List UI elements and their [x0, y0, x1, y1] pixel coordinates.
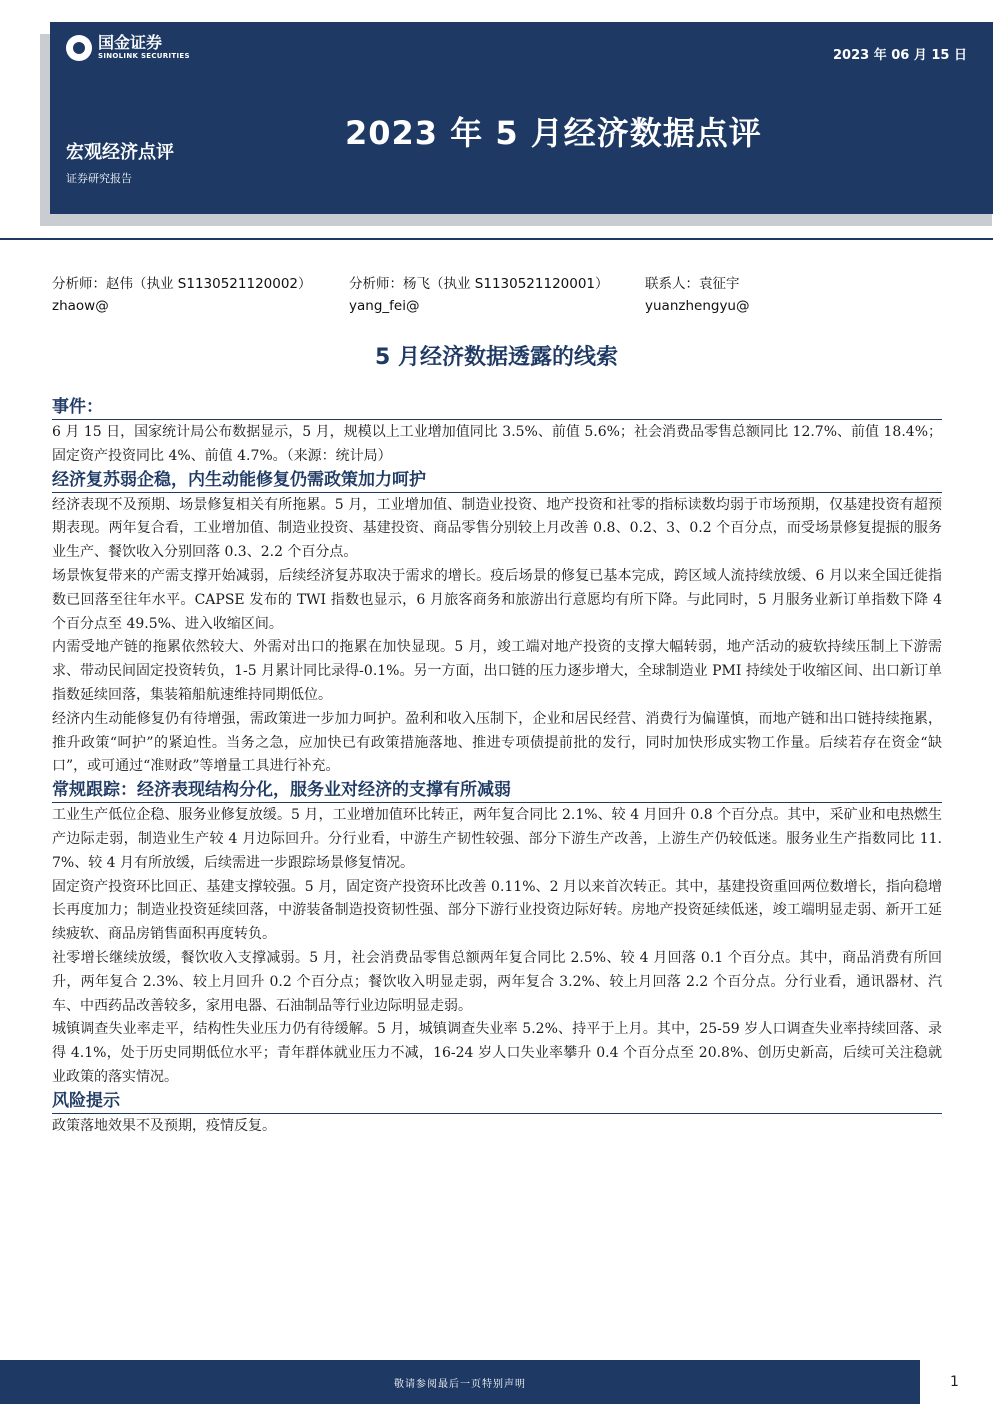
- report-type: 证券研究报告: [66, 172, 132, 185]
- report-category: 宏观经济点评: [66, 142, 174, 163]
- analyst-email: zhaow@: [52, 298, 109, 314]
- logo-cn-name: 国金证券: [98, 33, 163, 52]
- paragraph: 城镇调查失业率走平，结构性失业压力仍有待缓解。5 月，城镇调查失业率 5.2%、持平于上月。其中，25-59 岁人口调查失业率持续回落、录得 4.1%，处于历史同期低位水平；青年群体就业压力不减，16-24 岁人口失业率攀升 0.4 个百分点至 20.8%、创历史新高，后续可关注稳就业政策的落实情况。: [52, 1021, 942, 1085]
- section-title-recovery: 经济复苏弱企稳，内生动能修复仍需政策加力呵护: [52, 469, 942, 493]
- paragraph: 经济表现不及预期、场景修复相关有所拖累。5 月，工业增加值、制造业投资、地产投资和社零的指标读数均弱于市场预期，仅基建投资有超预期表现。两年复合看，工业增加值、制造业投资、基建投资、商品零售分别较上月改善 0.8、0.2、3、0.2 个百分点，而受场景修复提振的服务业生产、餐饮收入分别回落 0.3、2.2 个百分点。: [52, 496, 942, 561]
- section-title-risk: 风险提示: [52, 1090, 942, 1114]
- paragraph: 场景恢复带来的产需支撑开始减弱，后续经济复苏取决于需求的增长。疫后场景的修复已基本完成，跨区域人流持续放缓、6 月以来全国迁徙指数已回落至往年水平。CAPSE 发布的 TWI 指数也显示，6 月旅客商务和旅游出行意愿均有所下降。与此同时，5 月服务业新订单指数下降 4 个百分点至 49.5%、进入收缩区间。: [52, 567, 942, 632]
- company-logo: [66, 34, 190, 61]
- header-divider: [0, 238, 993, 240]
- paragraph: 固定资产投资环比回正、基建支撑较强。5 月，固定资产投资环比改善 0.11%、2 月以来首次转正。其中，基建投资重回两位数增长，指向稳增长再度加力；制造业投资延续回落，中游装备制造投资韧性强、部分下游行业投资边际好转。房地产投资延续低迷，竣工端明显走弱、新开工延续疲软、商品房销售面积再度转负。: [52, 878, 942, 943]
- contact-name: 联系人：袁征宇: [645, 276, 740, 292]
- footer-disclaimer-note: 敬请参阅最后一页特别声明: [394, 1379, 526, 1390]
- paragraph: 工业生产低位企稳、服务业修复放缓。5 月，工业增加值环比转正，两年复合同比 2.1%、较 4 月回升 0.8 个百分点。其中，采矿业和电热燃生产边际走弱，制造业生产较 4 月边际回升。分行业看，中游生产韧性较强、部分下游生产改善，上游生产仍较低迷。服务业生产指数同比 11.7%、较 4 月有所放缓，后续需进一步跟踪场景修复情况。: [52, 807, 942, 871]
- headline: 5 月经济数据透露的线索: [375, 345, 618, 370]
- page-number: 1: [950, 1374, 959, 1390]
- analyst-email: yang_fei@: [349, 298, 420, 314]
- section-title-tracking: 常规跟踪：经济表现结构分化，服务业对经济的支撑有所减弱: [52, 779, 942, 803]
- contact-block: [645, 273, 750, 317]
- analyst-name: 分析师：赵伟（执业 S1130521120002）: [52, 276, 312, 292]
- paragraph: 内需受地产链的拖累依然较大、外需对出口的拖累在加快显现。5 月，竣工端对地产投资的支撑大幅转弱，地产活动的疲软持续压制上下游需求、带动民间固定投资转负，1-5 月累计同比录得-0.1%。另一方面，出口链的压力逐步增大，全球制造业 PMI 持续处于收缩区间、出口新订单指数延续回落，集装箱船航速维持同期低位。: [52, 639, 942, 703]
- paragraph: 经济内生动能修复仍有待增强，需政策进一步加力呵护。盈利和收入压制下，企业和居民经营、消费行为偏谨慎，而地产链和出口链持续拖累，推升政策“呵护”的紧迫性。当务之急，应加快已有政策措施落地、推进专项债提前批的发行，同时加快形成实物工作量。后续若存在资金“缺口”，或可通过“准财政”等增量工具进行补充。: [52, 710, 942, 775]
- logo-icon: [66, 35, 92, 61]
- section-title-event: 事件：: [52, 396, 942, 420]
- paragraph: 社零增长继续放缓，餐饮收入支撑减弱。5 月，社会消费品零售总额两年复合同比 2.5%、较 4 月回落 0.1 个百分点。其中，商品消费有所回升，两年复合 2.3%、较上月回升 0.2 个百分点；餐饮收入明显走弱，两年复合 3.2%、较上月回落 2.2 个百分点。分行业看，通讯器材、汽车、中西药品改善较多，家用电器、石油制品等行业边际明显走弱。: [52, 949, 942, 1014]
- risk-paragraph: 政策落地效果不及预期，疫情反复。: [52, 1117, 276, 1134]
- report-body: [52, 396, 942, 1139]
- event-paragraph: 6 月 15 日，国家统计局公布数据显示，5 月，规模以上工业增加值同比 3.5%、前值 5.6%；社会消费品零售总额同比 12.7%、前值 18.4%；固定资产投资同比 4%、前值 4.7%。（来源：统计局）: [52, 424, 942, 464]
- report-title: 2023 年 5 月经济数据点评: [345, 114, 762, 152]
- analyst-block: [349, 273, 609, 317]
- contact-email: yuanzhengyu@: [645, 298, 750, 314]
- report-date: 2023 年 06 月 15 日: [833, 48, 967, 63]
- analyst-block: [52, 273, 312, 317]
- logo-en-name: SINOLINK SECURITIES: [98, 52, 190, 60]
- analyst-name: 分析师：杨飞（执业 S1130521120001）: [349, 276, 609, 292]
